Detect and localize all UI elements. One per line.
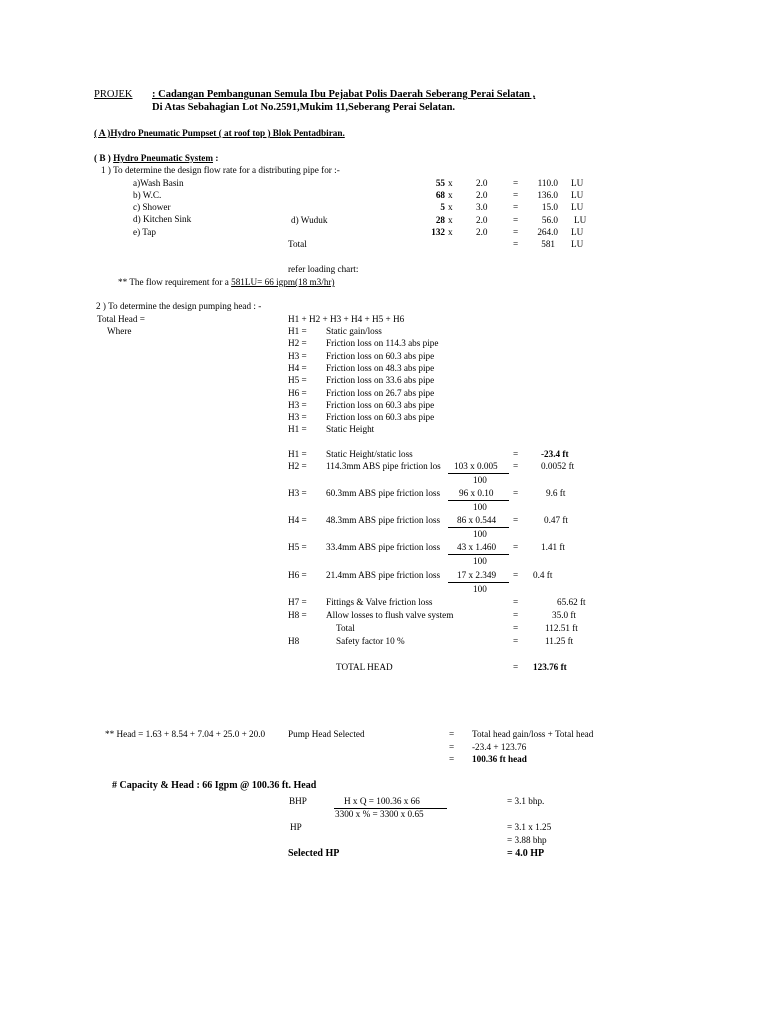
fixture-label: c) Shower — [133, 202, 171, 212]
definition-code: H4 = — [288, 363, 307, 373]
calc-value: 1.41 ft — [541, 542, 565, 552]
hp-line2: = 3.88 bhp — [507, 835, 547, 845]
fixture-eq: = — [513, 202, 519, 212]
fixture-x: x — [448, 178, 453, 188]
hp-label: HP — [290, 822, 302, 832]
fixture-x: x — [448, 190, 453, 200]
definition-desc: Friction loss on 60.3 abs pipe — [326, 400, 435, 410]
fixture-unit: LU — [574, 215, 587, 225]
calc-desc: Static Height/static loss — [326, 449, 413, 459]
bhp-result: = 3.1 bhp. — [507, 796, 545, 806]
calc-code: H6 = — [288, 570, 307, 580]
definition-code: H3 = — [288, 351, 307, 361]
fixture-x: x — [448, 227, 453, 237]
definition-desc: Static Height — [326, 424, 375, 434]
pump-eq: = — [449, 729, 455, 739]
pump-eq: = — [449, 742, 455, 752]
definition-desc: Friction loss on 60.3 abs pipe — [326, 412, 435, 422]
head-sum-note: ** Head = 1.63 + 8.54 + 7.04 + 25.0 + 20.0 — [105, 729, 266, 739]
project-title-line1: : Cadangan Pembangunan Semula Ibu Pejabat Polis Daerah Seberang Perai Selatan , — [152, 89, 536, 100]
total-head-formula: H1 + H2 + H3 + H4 + H5 + H6 — [288, 314, 405, 324]
calc-numerator: 86 x 0.544 — [457, 515, 497, 525]
calc-eq: = — [513, 662, 519, 672]
fixture-qty: 68 — [435, 190, 445, 200]
calc-denominator: 100 — [473, 556, 487, 566]
step1-text: 1 ) To determine the design flow rate for a distributing pipe for :- — [101, 165, 340, 175]
calc-numerator: 103 x 0.005 — [454, 461, 498, 471]
fixture-qty: 5 — [440, 202, 445, 212]
fixture-unit: LU — [571, 227, 584, 237]
calc-desc: Allow losses to flush valve system — [326, 610, 454, 620]
calc-desc: Safety factor 10 % — [336, 636, 405, 646]
definition-desc: Friction loss on 60.3 abs pipe — [326, 351, 435, 361]
fixture-unit: LU — [571, 202, 584, 212]
capacity-title: # Capacity & Head : 66 Igpm @ 100.36 ft. Head — [112, 780, 317, 791]
definition-code: H1 = — [288, 424, 307, 434]
fixtures-total-unit: LU — [571, 239, 584, 249]
definition-code: H2 = — [288, 338, 307, 348]
section-a-title: ( A )Hydro Pneumatic Pumpset ( at roof top ) Blok Pentadbiran. — [94, 128, 345, 138]
fixture-qty: 28 — [435, 215, 445, 225]
calc-value: -23.4 ft — [541, 449, 569, 459]
definition-desc: Static gain/loss — [326, 326, 382, 336]
fixture-label: a)Wash Basin — [133, 178, 184, 188]
calc-eq: = — [513, 449, 519, 459]
calc-code: H8 = — [288, 610, 307, 620]
fraction-bar — [448, 500, 509, 501]
calc-value: 0.47 ft — [544, 515, 568, 525]
fixture-factor: 3.0 — [476, 202, 488, 212]
calc-eq: = — [513, 623, 519, 633]
fixtures-total-eq: = — [513, 239, 519, 249]
section-b-heading — [94, 154, 218, 163]
pump-head-selected-label: Pump Head Selected — [288, 729, 365, 739]
total-head-result-value: 123.76 ft — [533, 662, 567, 672]
calc-denominator: 100 — [473, 475, 487, 485]
definition-desc: Friction loss on 33.6 abs pipe — [326, 375, 435, 385]
fixture-factor: 2.0 — [476, 215, 488, 225]
calc-code: H5 = — [288, 542, 307, 552]
definition-code: H6 = — [288, 388, 307, 398]
calc-eq: = — [513, 610, 519, 620]
fixture-total: 136.0 — [537, 190, 558, 200]
fixture-eq: = — [513, 190, 519, 200]
refer-loading-chart: refer loading chart: — [288, 264, 359, 274]
fixture-factor: 2.0 — [476, 178, 488, 188]
fixture-qty: 132 — [431, 227, 445, 237]
fixture-factor: 2.0 — [476, 227, 488, 237]
project-title-line2: Di Atas Sebahagian Lot No.2591,Mukim 11,Seberang Perai Selatan. — [152, 102, 456, 113]
calc-eq: = — [513, 515, 519, 525]
fixture-label: b) W.C. — [133, 190, 162, 200]
calc-value: 0.0052 ft — [541, 461, 575, 471]
pump-line2: -23.4 + 123.76 — [472, 742, 527, 752]
calc-value: 0.4 ft — [533, 570, 553, 580]
bhp-denominator: 3300 x % = 3300 x 0.65 — [335, 809, 424, 819]
fixture-total: 110.0 — [537, 178, 558, 188]
calc-eq: = — [513, 461, 519, 471]
section-b-prefix: ( B ) — [94, 153, 114, 163]
hp-line1: = 3.1 x 1.25 — [507, 822, 552, 832]
total-head-label: Total Head = — [97, 314, 145, 324]
calc-desc: 60.3mm ABS pipe friction loss — [326, 488, 441, 498]
calc-value: 9.6 ft — [546, 488, 566, 498]
fixture-eq: = — [513, 227, 519, 237]
fixture-label: e) Tap — [133, 227, 156, 237]
calc-code: H4 = — [288, 515, 307, 525]
bhp-label: BHP — [289, 796, 307, 806]
calc-code: H3 = — [288, 488, 307, 498]
definition-desc: Friction loss on 114.3 abs pipe — [326, 338, 439, 348]
pump-eq: = — [449, 754, 455, 764]
fraction-bar — [448, 582, 509, 583]
calc-desc: Fittings & Valve friction loss — [326, 597, 433, 607]
fixture-unit: LU — [571, 178, 584, 188]
fixtures-total-value: 581 — [541, 239, 555, 249]
calc-code: H8 — [288, 636, 300, 646]
calc-denominator: 100 — [473, 529, 487, 539]
definition-code: H3 = — [288, 412, 307, 422]
calc-numerator: 96 x 0.10 — [459, 488, 494, 498]
definition-desc: Friction loss on 48.3 abs pipe — [326, 363, 435, 373]
definition-code: H3 = — [288, 400, 307, 410]
definition-desc: Friction loss on 26.7 abs pipe — [326, 388, 435, 398]
calc-numerator: 43 x 1.460 — [457, 542, 497, 552]
calc-desc: 48.3mm ABS pipe friction loss — [326, 515, 441, 525]
fixture-x: x — [448, 215, 453, 225]
subtotal-label: Total — [336, 623, 355, 633]
total-head-result-label: TOTAL HEAD — [336, 662, 393, 672]
fraction-bar — [448, 473, 509, 474]
fixture-x: x — [448, 202, 453, 212]
fixture-qty: 55 — [435, 178, 445, 188]
calc-code: H2 = — [288, 461, 307, 471]
step2-title: 2 ) To determine the design pumping head : - — [96, 301, 262, 311]
calc-eq: = — [513, 488, 519, 498]
calc-desc: 114.3mm ABS pipe friction los — [326, 461, 441, 471]
fixture-total: 264.0 — [537, 227, 558, 237]
fixture-total: 15.0 — [541, 202, 558, 212]
definition-code: H5 = — [288, 375, 307, 385]
flow-requirement-value: 581LU= 66 igpm(18 m3/hr) — [231, 277, 335, 287]
where-label: Where — [107, 326, 132, 336]
calc-code: H7 = — [288, 597, 307, 607]
definition-code: H1 = — [288, 326, 307, 336]
calc-eq: = — [513, 542, 519, 552]
selected-hp-label: Selected HP — [288, 848, 340, 859]
fixture-factor: 2.0 — [476, 190, 488, 200]
calc-value: 35.0 ft — [552, 610, 576, 620]
calc-value: 11.25 ft — [545, 636, 574, 646]
bhp-numerator: H x Q = 100.36 x 66 — [344, 796, 420, 806]
section-b-title: Hydro Pneumatic System — [113, 153, 214, 163]
flow-requirement — [118, 278, 335, 287]
subtotal-value: 112.51 ft — [545, 623, 578, 633]
fixture-eq: = — [513, 178, 519, 188]
calc-eq: = — [513, 636, 519, 646]
fixture-unit: LU — [571, 190, 584, 200]
calc-value: 65.62 ft — [557, 597, 586, 607]
fixtures-total-label: Total — [288, 239, 307, 249]
fixture-total: 56.0 — [541, 215, 558, 225]
projek-label: PROJEK — [94, 89, 133, 100]
fixture-eq: = — [513, 215, 519, 225]
calc-code: H1 = — [288, 449, 307, 459]
selected-hp-value: = 4.0 HP — [507, 848, 545, 859]
calc-denominator: 100 — [473, 584, 487, 594]
fixture-extra: d) Wuduk — [291, 215, 328, 225]
calc-desc: 33.4mm ABS pipe friction loss — [326, 542, 441, 552]
fraction-bar — [448, 527, 509, 528]
calc-denominator: 100 — [473, 502, 487, 512]
calc-desc: 21.4mm ABS pipe friction loss — [326, 570, 441, 580]
flow-requirement-prefix: ** The flow requirement for a — [118, 277, 232, 287]
fraction-bar — [448, 554, 509, 555]
calc-numerator: 17 x 2.349 — [457, 570, 497, 580]
calc-eq: = — [513, 570, 519, 580]
pump-line3: 100.36 ft head — [472, 754, 527, 764]
fixture-label: d) Kitchen Sink — [133, 214, 192, 224]
calc-eq: = — [513, 597, 519, 607]
pump-line1: Total head gain/loss + Total head — [472, 729, 594, 739]
section-b-suffix: : — [213, 153, 219, 163]
